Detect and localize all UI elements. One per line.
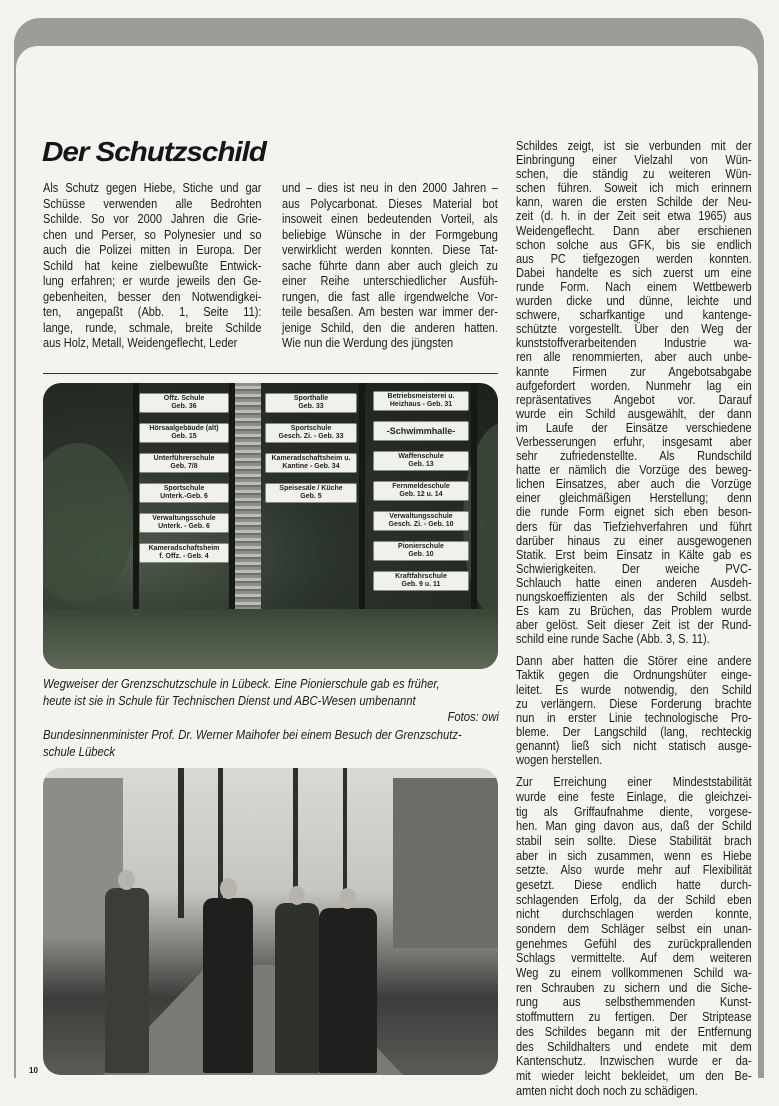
text-line: Weidengeflecht. Dann aber erschienen — [516, 222, 752, 238]
text-line: Schilde. So vor 2000 Jahren die Grie- — [43, 211, 262, 226]
sign-text: Kraftfahrschule — [395, 573, 447, 580]
caption-line: Wegweiser der Grenzschutzschule in Lübeck. Eine Pionierschule gab es früher, — [43, 676, 440, 691]
person — [275, 903, 319, 1073]
text-line: darüber hinaus zu einer ausgewogenen — [516, 532, 752, 548]
sign-text: f. Offz. - Geb. 4 — [159, 553, 209, 560]
sign-text: Geb. 7/8 — [170, 463, 198, 470]
text-line: Statik. Erst beim Einsatz in Kälte gab es — [516, 546, 752, 562]
article-title: Der Schutzschild — [42, 136, 266, 167]
direction-sign — [139, 423, 229, 443]
tree — [178, 768, 184, 918]
text-line: rung aus selbsthemmenden Kunst- — [516, 994, 752, 1010]
sign-text: Sporthalle — [293, 395, 329, 402]
text-line: auch die Polizei mitten in Europa. Der — [43, 242, 262, 257]
text-line: des Schildhalters und endete mit dem — [516, 1038, 752, 1054]
text-line: wogen herstellen. — [516, 752, 603, 768]
text-line: aus PC tiefgezogen werden konnten. — [516, 250, 752, 266]
column-3 — [516, 139, 752, 1106]
sign-text: Geb. 10 — [408, 551, 434, 558]
text-line: schild eine runde Sache (Abb. 3, S. 11). — [516, 631, 710, 647]
sign-text: Sportschule — [163, 485, 205, 492]
text-line: schen, die ständig zu weiteren Wün- — [516, 166, 752, 182]
tree — [343, 768, 347, 908]
text-line: einer Reihe unterschiedlicher Ausfüh- — [282, 273, 498, 288]
sign-text: Geb. 9 u. 11 — [401, 581, 441, 588]
direction-sign — [373, 391, 469, 411]
text-line: lichen Einsatzes, aber auch die Vorzüge — [516, 476, 752, 492]
head — [289, 886, 305, 905]
text-line: aufgefordert worden. Nunmehr lag ein — [516, 377, 752, 393]
text-line: Schüsse verwenden alle Bedrohten — [43, 195, 262, 211]
paragraph — [516, 139, 752, 646]
sign-text: Hörsaalgebäude (alt) — [149, 425, 219, 432]
photo-signpost — [43, 383, 498, 669]
text-line: wurde ein Schild ausgewählt, der dann — [516, 405, 752, 421]
caption-line: Bundesinnenminister Prof. Dr. Werner Maihofer bei einem Besuch der Grenzschutz- — [43, 727, 462, 742]
sign-text: Kantine - Geb. 34 — [282, 463, 340, 470]
text-line: Weg zu einem vollkommenen Schild wa- — [516, 965, 752, 981]
text-line: ders für das Tiefziehverfahren und führt — [516, 518, 752, 534]
direction-sign — [139, 453, 229, 473]
text-line: rungen, die fast alle irgendwelche Vor- — [282, 288, 498, 304]
sign-text: Geb. 36 — [171, 403, 197, 410]
head — [118, 870, 135, 890]
sign-text: Unterk.-Geb. 6 — [160, 493, 208, 500]
sign-text: Pionierschule — [398, 543, 444, 550]
signs-layer — [43, 383, 498, 669]
sign-text: Gesch. Zi. - Geb. 33 — [278, 433, 344, 440]
text-line: Verbesserungen erfuhr, insgesamt aber — [516, 433, 752, 449]
text-line: Kantenschutz. Inzwischen wurde er da- — [516, 1053, 752, 1069]
text-line: genehmes Gefühl des zurückprallenden — [516, 935, 752, 951]
text-line: sache führte dann aber auch gleich zu — [282, 257, 498, 273]
text-line: Schild hat keine zielbewußte Entwick- — [43, 257, 262, 273]
text-line: runde Form. Nach einem Wettbewerb — [516, 278, 752, 294]
sign-text: Waffenschule — [398, 453, 444, 460]
text-line: kann, waren die ersten Schilde der Neu- — [516, 194, 752, 210]
text-line: ren Schrauben zu sichern und die Siche- — [516, 979, 752, 995]
text-line: Zur Erreichung einer Mindeststabilität — [516, 774, 752, 790]
text-line: aber gelöst. Seit dieser Zeit ist der Rund- — [516, 617, 752, 633]
text-line: schen führen. Soweit ich mich erinnern — [516, 180, 752, 196]
photo-caption — [43, 727, 499, 760]
direction-sign — [265, 423, 357, 443]
photo-credit: Fotos: owi — [447, 709, 499, 724]
photo-visit — [43, 768, 498, 1075]
text-line: tig als Griffaufnahme diente, vorgese- — [516, 803, 752, 819]
sign-text: Speisesäle / Küche — [279, 485, 343, 492]
head — [220, 878, 237, 899]
text-line: beliebige Wünsche in der Formgebung — [282, 226, 498, 242]
sign-text: Verwaltungsschule — [389, 513, 453, 520]
column-2 — [282, 180, 498, 351]
text-line: aus Holz, Metall, Weidengeflecht, Leder — [43, 335, 238, 350]
direction-sign — [139, 513, 229, 533]
direction-sign — [265, 393, 357, 413]
sign-text: Gesch. Zi. - Geb. 10 — [388, 521, 454, 528]
direction-sign — [373, 421, 469, 441]
text-line: Dabei handelte es sich zuerst um eine — [516, 264, 752, 280]
sign-text: Offz. Schule — [163, 395, 205, 402]
text-line: aus Polycarbonat. Dieses Material bot — [282, 195, 498, 211]
text-line: sehr zufriedenstellte. Als Rundschild — [516, 448, 752, 464]
text-line: aber in sich zusammen, wenn es Hiebe — [516, 847, 752, 863]
page-number: 10 — [29, 1066, 38, 1075]
text-line: schlagenden Erfolg, da der Schild eben — [516, 891, 752, 907]
text-line: ren alle renommierten, aber auch unbe- — [516, 349, 752, 365]
text-line: Schwierigkeiten. Der weiche PVC- — [516, 560, 752, 576]
paragraph — [516, 775, 752, 1098]
text-line: gesetzt. Diese endlich hatte durch- — [516, 876, 752, 892]
sign-text: Kameradschaftsheim u. — [271, 455, 351, 462]
sign-text: Geb. 13 — [408, 461, 434, 468]
text-line: zeit (d. h. in der Zeit seit etwa 1965) aus — [516, 208, 752, 224]
text-line: leitet. Es wurde notwendig, den Schild — [516, 681, 752, 697]
sign-text: Unterführerschule — [153, 455, 215, 462]
text-line: stabil sein sollte. Diese Stabilität brach — [516, 832, 752, 848]
text-line: des Schildes begann mit der Entfernung — [516, 1023, 752, 1039]
text-line: lange, runde, schmale, breite Schilde — [43, 319, 262, 335]
sign-text: Geb. 33 — [298, 403, 324, 410]
text-line: Wie nun die Werdung des jüngsten — [282, 335, 454, 350]
direction-sign — [373, 451, 469, 471]
sign-text: Unterk. - Geb. 6 — [158, 523, 210, 530]
text-line: Es kam zu Brüchen, das Problem wurde — [516, 603, 752, 619]
text-line: schützte vorgestellt. Über den Weg der — [516, 321, 752, 337]
text-line: ten, angepaßt (Abb. 1, Seite 11): — [43, 304, 262, 319]
sign-text: Geb. 15 — [171, 433, 197, 440]
text-line: genannt) ließ sich nicht statisch ausge- — [516, 737, 752, 753]
sign-text: Geb. 12 u. 14 — [399, 491, 443, 498]
text-line: Als Schutz gegen Hiebe, Stiche und gar — [43, 180, 262, 195]
text-line: nungskoeffizienten als der Schild selbst. — [516, 589, 752, 604]
text-line: gebenheiten, besser den Notwendigkei- — [43, 288, 262, 304]
sign-text: Kameradschaftsheim — [148, 545, 220, 552]
text-line: einer gleichmäßigen Herstellung; denn — [516, 490, 752, 506]
direction-sign — [265, 483, 357, 503]
sign-text: Heizhaus - Geb. 31 — [389, 401, 453, 408]
text-line: Schildes zeigt, ist sie verbunden mit der — [516, 138, 752, 153]
text-line: schwere, scharfkantige und kantenge- — [516, 307, 752, 323]
person — [203, 898, 253, 1073]
text-line: hen. Man ging davon aus, daß der Schild — [516, 818, 752, 834]
text-line: wurde eine feste Einlage, die gleichzei- — [516, 788, 752, 804]
direction-sign — [373, 481, 469, 501]
sign-text: Geb. 5 — [300, 493, 322, 500]
caption-line: schule Lübeck — [43, 743, 115, 759]
person — [319, 908, 377, 1073]
text-line: jenige Schild, den die anderen hatten. — [282, 319, 498, 335]
sign-text: -Schwimmhalle- — [386, 426, 456, 436]
text-line: nun in erster Linie technologische Pro- — [516, 709, 752, 725]
direction-sign — [265, 453, 357, 473]
building — [393, 778, 498, 948]
text-line: bleme. Der Langschild (lang, rechteckig — [516, 723, 752, 739]
text-line: kunststoffverarbeitenden Industrie wa- — [516, 335, 752, 351]
text-line: die runde Form eignet sich eben beson- — [516, 504, 752, 520]
text-line: wurden dicke und dünne, leichte und — [516, 293, 752, 309]
direction-sign — [139, 393, 229, 413]
text-line: Einbringung einer Vielzahl von Wün- — [516, 152, 752, 168]
sign-text: Verwaltungsschule — [152, 515, 216, 522]
text-line: sondern dem Schläger selbst ein unan- — [516, 921, 752, 936]
direction-sign — [373, 541, 469, 561]
divider-rule — [43, 373, 498, 374]
sign-text: Fernmeldeschule — [392, 483, 450, 490]
text-line: insoweit einen bedeutenden Vorteil, als — [282, 211, 498, 226]
sign-text: Sportschule — [290, 425, 332, 432]
text-line: nicht durchschlagen werden konnte, — [516, 906, 752, 922]
text-line: Schlauch hatte einen anderen Ausdeh- — [516, 574, 752, 590]
photo-caption — [43, 676, 499, 726]
text-line: und – dies ist neu in den 2000 Jahren – — [282, 180, 498, 195]
text-line: repräsentatives Angebot vor. Darauf — [516, 391, 752, 407]
text-line: im Laufe der Einsätze verschiedene — [516, 419, 752, 435]
text-line: zu verlängern. Diese Forderung brachte — [516, 695, 752, 711]
sign-text: Betriebsmeisterei u. — [387, 393, 455, 400]
text-line: Taktik gegen die Ordnungshüter einge- — [516, 667, 752, 683]
direction-sign — [373, 511, 469, 531]
column-1 — [43, 180, 261, 351]
text-line: kannte Firmen zur Angebotsabgabe — [516, 363, 752, 379]
text-line: lung erfahren; er wurde jeweils den Ge- — [43, 273, 262, 288]
direction-sign — [139, 483, 229, 503]
head — [339, 888, 356, 909]
person — [105, 888, 149, 1073]
direction-sign — [139, 543, 229, 563]
caption-line: heute ist sie in Schule für Technischen Dienst und ABC-Wesen umbenannt — [43, 692, 416, 708]
text-line: mit wieder leicht bekleidet, um den Be- — [516, 1067, 752, 1083]
text-line: schon solche aus GFK, bis sie endlich — [516, 236, 752, 252]
text-line: verwirklicht werden konnten. Diese Tat- — [282, 242, 498, 257]
text-line: Dann aber hatten die Störer eine andere — [516, 653, 752, 669]
text-line: setzte. Also wurde mehr auf Flexibilität — [516, 862, 752, 878]
text-line: amten nicht doch noch zu schädigen. — [516, 1082, 698, 1098]
text-line: Schlags vermittelte. Auf dem weiteren — [516, 950, 752, 966]
direction-sign — [373, 571, 469, 591]
text-line: teile besaßen. Am besten war immer der- — [282, 304, 498, 319]
paragraph — [516, 654, 752, 767]
text-line: hatte er nämlich die Vorzüge des beweg- — [516, 462, 752, 478]
text-line: chen und Perser, so Polynesier und so — [43, 226, 262, 242]
text-line: stoffmuttern zu fertigen. Der Striptease — [516, 1009, 752, 1025]
